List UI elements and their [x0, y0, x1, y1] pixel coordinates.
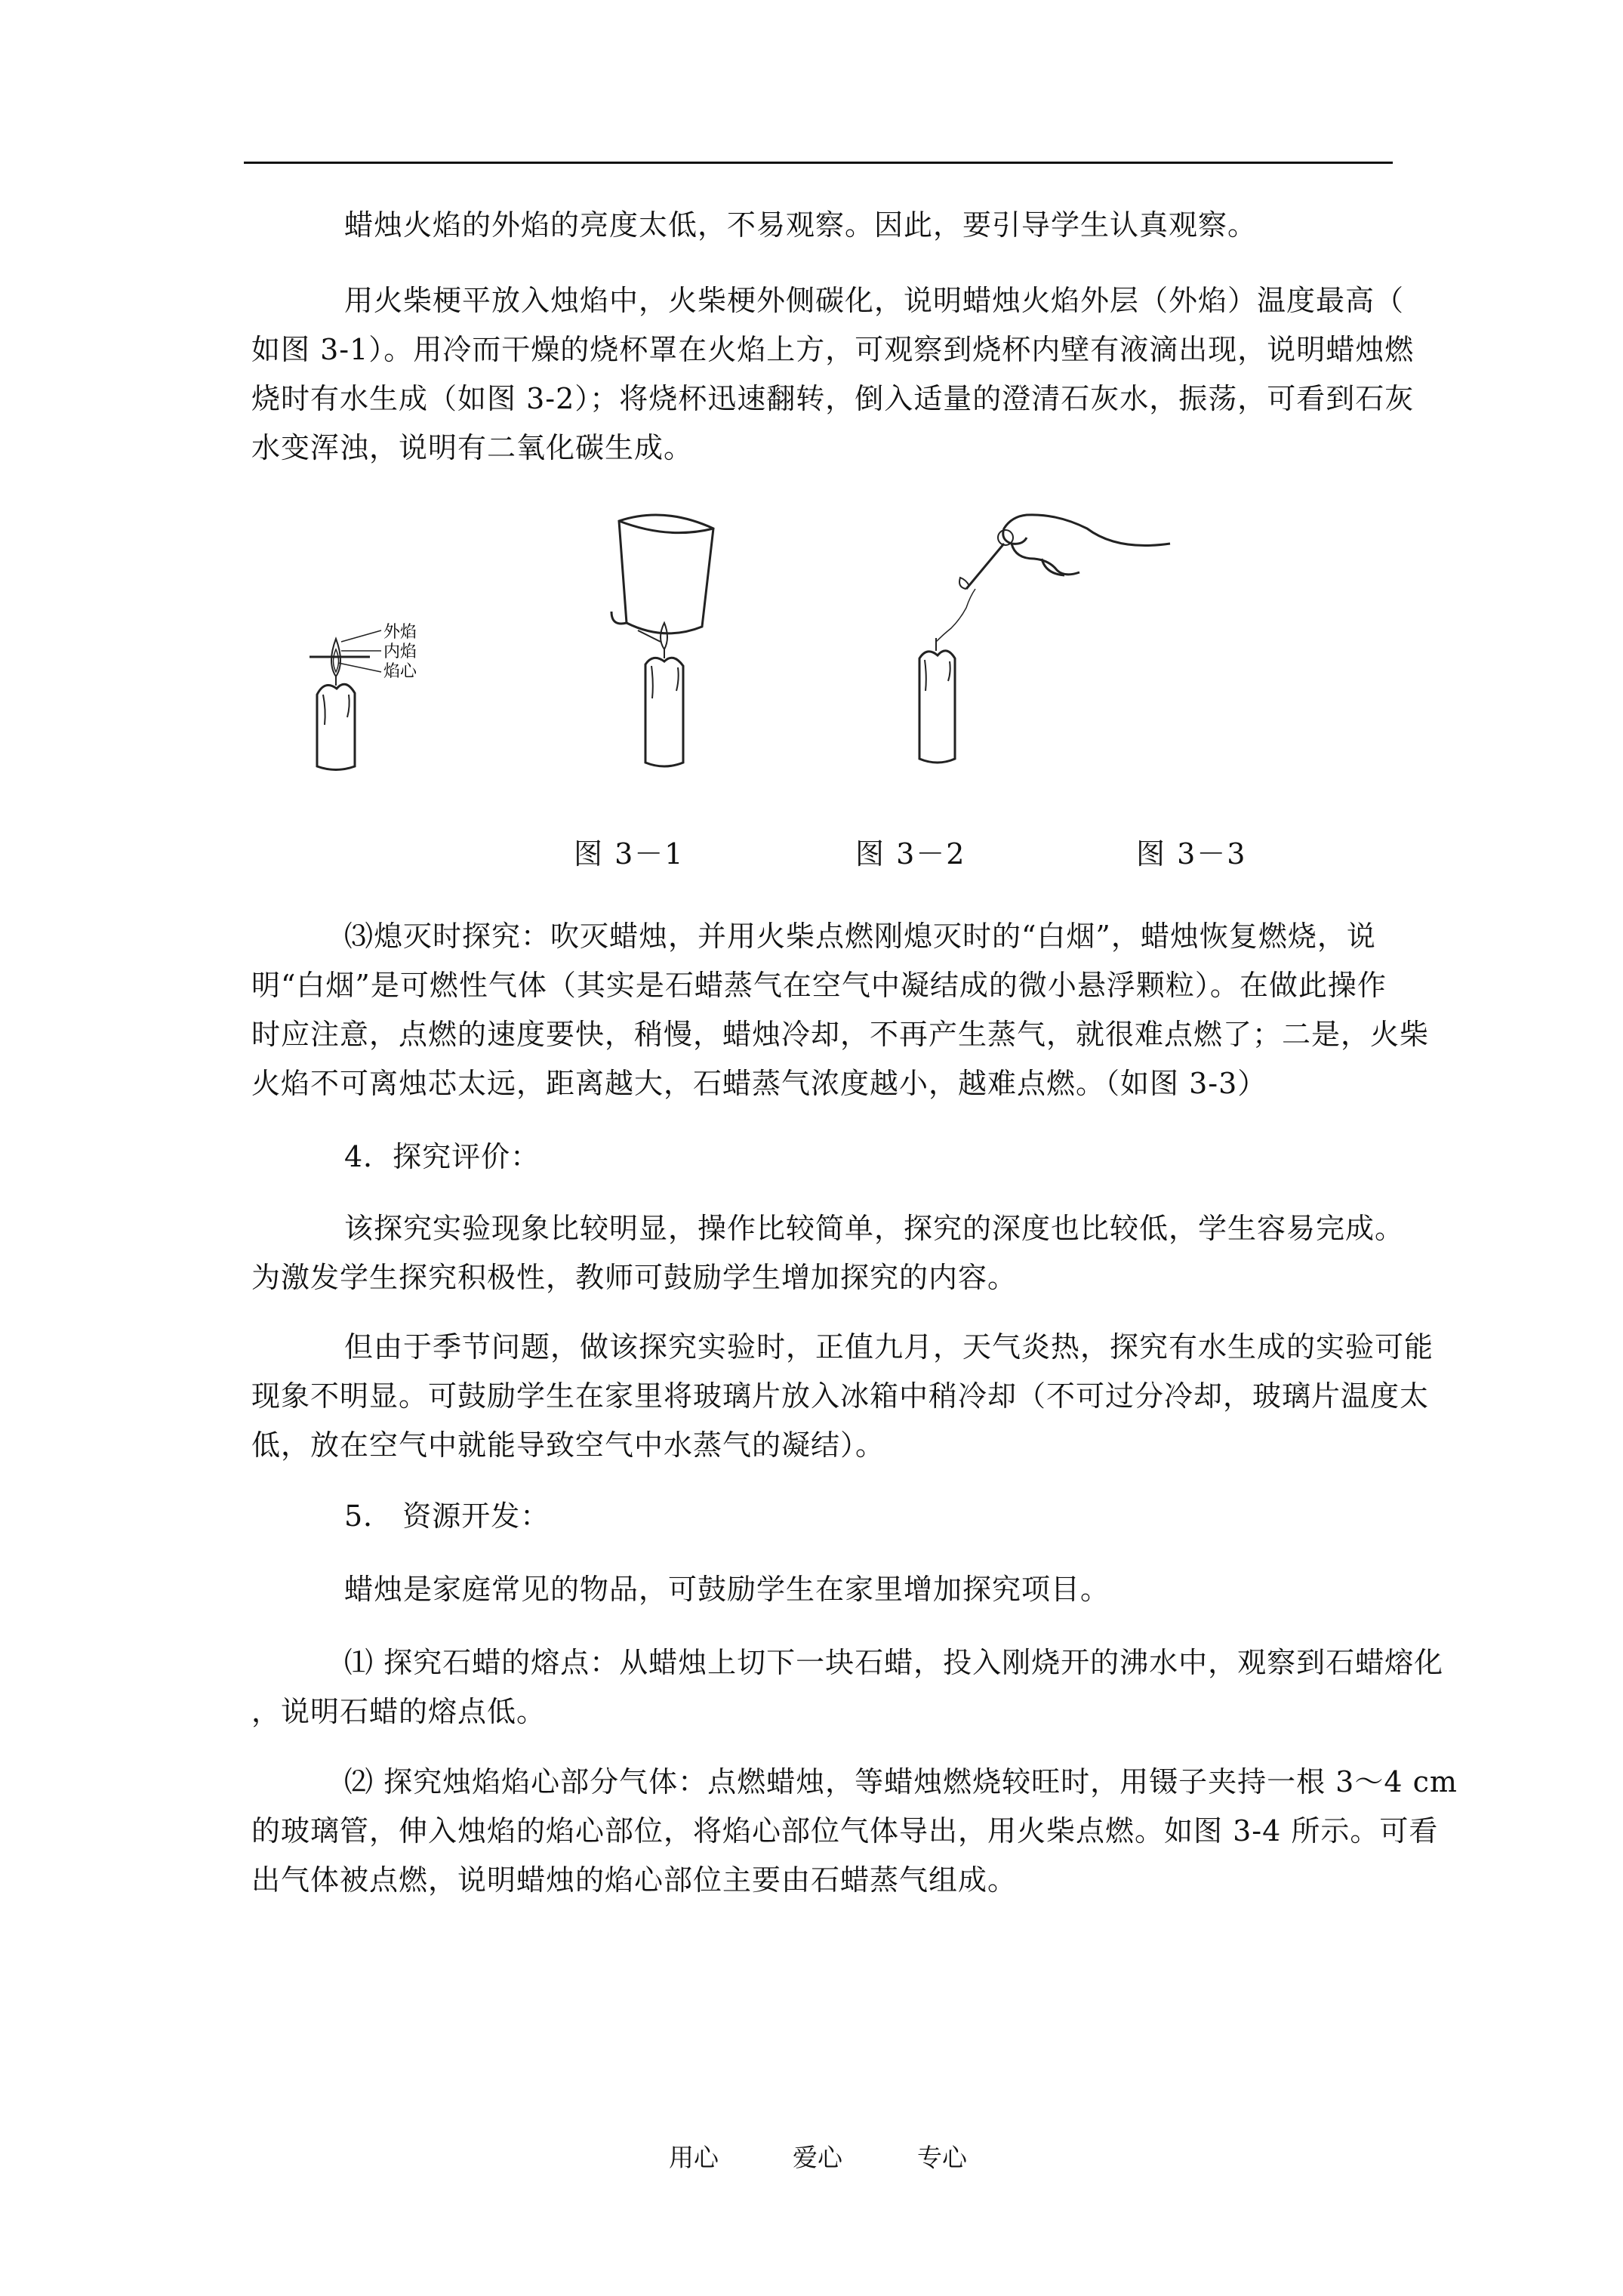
- text-line: 现象不明显。可鼓励学生在家里将玻璃片放入冰箱中稍冷却（不可过分冷却，玻璃片温度太: [251, 1379, 1430, 1413]
- label-inner-flame: 内焰: [383, 642, 417, 661]
- text-line: ⑴ 探究石蜡的熔点：从蜡烛上切下一块石蜡，投入刚烧开的沸水中，观察到石蜡熔化: [344, 1646, 1444, 1679]
- text-line: 出气体被点燃，说明蜡烛的焰心部位主要由石蜡蒸气组成。: [251, 1863, 1018, 1897]
- heading-evaluation: [251, 1133, 1393, 1182]
- figure-3-1-candle-flame-layers: [302, 604, 468, 785]
- paragraph-flame-core-gas: [251, 1758, 1458, 1905]
- text-line: 4．探究评价：: [344, 1140, 540, 1173]
- paragraph-outer-flame: [251, 201, 1393, 250]
- heading-resource-development: [251, 1492, 1393, 1541]
- text-line: 蜡烛火焰的外焰的亮度太低，不易观察。因此，要引导学生认真观察。: [344, 208, 1258, 242]
- caption-figure-3-3: 图 3－3: [1136, 837, 1247, 871]
- label-flame-core: 焰心: [383, 661, 417, 680]
- text-line: 烧时有水生成（如图 3-2）；将烧杯迅速翻转，倒入适量的澄清石灰水，振荡，可看到石灰: [251, 382, 1415, 415]
- text-line: ⑵ 探究烛焰焰心部分气体：点燃蜡烛，等蜡烛燃烧较旺时，用镊子夹持一根 3～4 cm: [344, 1765, 1458, 1798]
- text-line: 低，放在空气中就能导致空气中水蒸气的凝结）。: [251, 1428, 885, 1462]
- text-line: 该探究实验现象比较明显，操作比较简单，探究的深度也比较低，学生容易完成。: [344, 1212, 1405, 1245]
- text-line: 用火柴梗平放入烛焰中，火柴梗外侧碳化，说明蜡烛火焰外层（外焰）温度最高（: [344, 284, 1405, 317]
- text-line: 的玻璃管，伸入烛焰的焰心部位，将焰心部位气体导出，用火柴点燃。如图 3-4 所示。可看: [251, 1814, 1439, 1848]
- text-line: 为激发学生探究积极性，教师可鼓励学生增加探究的内容。: [251, 1261, 1018, 1294]
- text-line: 明“白烟”是可燃性气体（其实是石蜡蒸气在空气中凝结成的微小悬浮颗粒）。在做此操作: [251, 969, 1387, 1002]
- text-line: 水变浑浊，说明有二氧化碳生成。: [251, 431, 694, 464]
- paragraph-extinguish-test: [251, 912, 1430, 1108]
- header-rule: [244, 162, 1393, 164]
- text-line: 蜡烛是家庭常见的物品，可鼓励学生在家里增加探究项目。: [344, 1573, 1110, 1606]
- paragraph-evaluation: [251, 1204, 1405, 1302]
- paragraph-season-note: [251, 1323, 1434, 1470]
- text-line: 5． 资源开发：: [344, 1499, 550, 1533]
- footer-word: 用心: [669, 2143, 719, 2172]
- text-line: ，说明石蜡的熔点低。: [251, 1695, 547, 1728]
- figure-3-3-relight-candle: [891, 483, 1178, 785]
- paragraph-candle-common: [251, 1565, 1393, 1614]
- caption-figure-3-2: 图 3－2: [855, 837, 966, 871]
- text-line: 时应注意，点燃的速度要快，稍慢，蜡烛冷却，不再产生蒸气，就很难点燃了；二是，火柴: [251, 1018, 1430, 1051]
- text-line: ⑶熄灭时探究：吹灭蜡烛，并用火柴点燃刚熄灭时的“白烟”，蜡烛恢复燃烧，说: [344, 920, 1376, 953]
- footer-word: 专心: [917, 2143, 967, 2172]
- label-outer-flame: 外焰: [383, 622, 417, 641]
- figure-3-2-beaker-over-candle: [589, 498, 755, 785]
- caption-figure-3-1: 图 3－1: [574, 837, 685, 871]
- paragraph-melting-point: [251, 1638, 1444, 1737]
- text-line: 但由于季节问题，做该探究实验时，正值九月，天气炎热，探究有水生成的实验可能: [344, 1330, 1434, 1364]
- text-line: 火焰不可离烛芯太远，距离越大，石蜡蒸气浓度越小，越难点燃。（如图 3-3）: [251, 1067, 1267, 1100]
- paragraph-matchstick-test: [251, 276, 1415, 473]
- footer-word: 爱心: [793, 2143, 842, 2172]
- text-line: 如图 3-1）。用冷而干燥的烧杯罩在火焰上方，可观察到烧杯内壁有液滴出现，说明蜡烛燃: [251, 333, 1415, 366]
